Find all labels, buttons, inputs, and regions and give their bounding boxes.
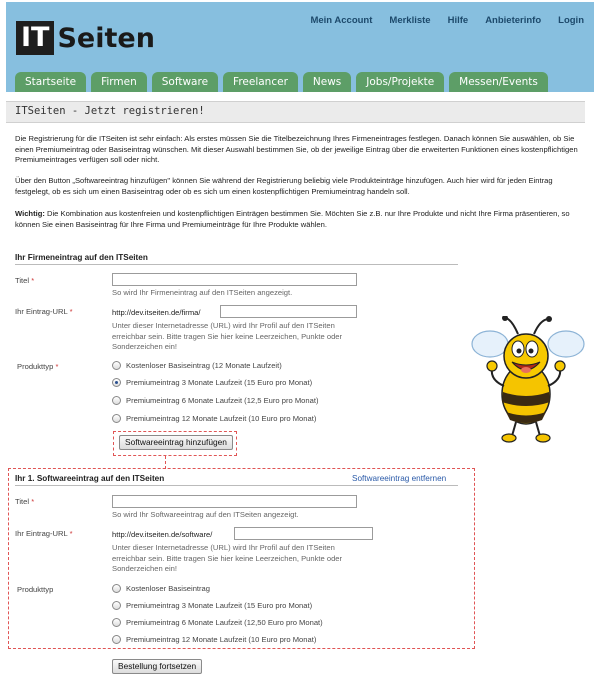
- software-title-hint: So wird Ihr Softwareeintrag auf den ITSeiten angezeigt.: [112, 510, 299, 519]
- software-option-premium-12[interactable]: Premiumeintrag 12 Monate Laufzeit (10 Euro pro Monat): [112, 635, 316, 644]
- bee-mascot-icon: [468, 316, 588, 446]
- top-nav-login[interactable]: Login: [558, 15, 584, 26]
- software-url-input[interactable]: [234, 527, 373, 540]
- software-option-basis[interactable]: Kostenloser Basiseintrag: [112, 584, 210, 593]
- software-option-premium-6[interactable]: Premiumeintrag 6 Monate Laufzeit (12,50 Euro pro Monat): [112, 618, 323, 627]
- software-url-prefix: http://dev.itseiten.de/software/: [112, 530, 213, 539]
- software-title-label: Titel *: [15, 497, 35, 506]
- top-nav-anbieterinfo[interactable]: Anbieterinfo: [485, 15, 542, 26]
- radio-icon[interactable]: [112, 361, 121, 370]
- tab-freelancer[interactable]: Freelancer: [223, 72, 298, 92]
- remove-software-link[interactable]: Softwareeintrag entfernen: [352, 474, 447, 483]
- important-label: Wichtig:: [15, 209, 45, 218]
- tab-software[interactable]: Software: [152, 72, 218, 92]
- radio-icon[interactable]: [112, 396, 121, 405]
- logo-it: IT: [16, 21, 54, 55]
- radio-icon[interactable]: [112, 618, 121, 627]
- company-title-hint: So wird Ihr Firmeneintrag auf den ITSeiten angezeigt.: [112, 288, 293, 297]
- top-nav-hilfe[interactable]: Hilfe: [447, 15, 469, 26]
- company-title-label: Titel *: [15, 276, 35, 285]
- radio-icon[interactable]: [112, 601, 121, 610]
- company-url-label: Ihr Eintrag-URL *: [15, 307, 73, 316]
- company-url-input[interactable]: [220, 305, 357, 318]
- software-url-hint: Unter dieser Internetadresse (URL) wird Ihr Profil auf den ITSeiten erreichbar sein. Bitte tragen Sie hier keine Leerzeichen, Punkte oder Sonderzeichen ein!: [112, 543, 343, 573]
- radio-icon[interactable]: [112, 635, 121, 644]
- software-title-input[interactable]: [112, 495, 357, 508]
- radio-checked-icon[interactable]: [112, 378, 121, 387]
- top-nav: [293, 15, 584, 26]
- intro-paragraph-2: Über den Button „Softwareeintrag hinzufügen" können Sie während der Registrierung beliebig viele Produkteinträge hinzufügen. Auch hier wird für jeden Eintrag festgelegt, ob es sich um einen Basiseintrag oder ob es sich um einen kostenpflichtigen Premiumeintrag handeln soll.: [15, 176, 553, 196]
- intro-paragraph-3-text: Die Kombination aus kostenfreien und kostenpflichtigen Einträgen bestimmen Sie. Möchten Sie z.B. nur Ihre Produkte und nicht Ihre Firma präsentieren, so können Sie einen Basiseintrag für Ihre Firma und Premiumeinträge für Ihre Produkte wählen.: [15, 209, 570, 229]
- logo[interactable]: [16, 21, 155, 55]
- tab-messen-events[interactable]: Messen/Events: [449, 72, 548, 92]
- company-section-title: Ihr Firmeneintrag auf den ITSeiten: [15, 253, 148, 262]
- logo-seiten: Seiten: [57, 22, 155, 54]
- tab-startseite[interactable]: Startseite: [15, 72, 86, 92]
- company-url-hint: Unter dieser Internetadresse (URL) wird Ihr Profil auf den ITSeiten erreichbar sein. Bitte tragen Sie hier keine Leerzeichen, Punkte oder Sonderzeichen ein!: [112, 321, 343, 351]
- intro-paragraph-1: Die Registrierung für die ITSeiten ist sehr einfach: Als erstes müssen Sie die Titelbezeichnung Ihres Firmeneintrages festlegen. Danach können Sie auswählen, ob Sie einen Premiumeintrag oder Basiseintrag wünschen. Mit dieser Auswahl bestimmen Sie, ob der jeweilige Eintrag über die erweiterten Funktionen eines kostenpflichtigen Premiumeintrages verfügen soll oder nicht.: [15, 134, 578, 164]
- main-tabs: [15, 72, 548, 92]
- top-nav-mein-account[interactable]: Mein Account: [310, 15, 373, 26]
- top-nav-merkliste[interactable]: Merkliste: [389, 15, 431, 26]
- site-header: [6, 2, 594, 92]
- continue-order-button[interactable]: Bestellung fortsetzen: [112, 659, 202, 674]
- page-title: ITSeiten - Jetzt registrieren!: [15, 105, 205, 117]
- radio-icon[interactable]: [112, 584, 121, 593]
- add-software-button[interactable]: Softwareeintrag hinzufügen: [119, 435, 233, 450]
- company-option-basis[interactable]: Kostenloser Basiseintrag (12 Monate Laufzeit): [112, 361, 282, 370]
- company-url-prefix: http://dev.itseiten.de/firma/: [112, 308, 201, 317]
- tab-news[interactable]: News: [303, 72, 351, 92]
- page-title-bar: [6, 101, 585, 123]
- company-type-label: Produkttyp *: [17, 362, 59, 371]
- company-option-premium-3[interactable]: Premiumeintrag 3 Monate Laufzeit (15 Euro pro Monat): [112, 378, 312, 387]
- tab-jobs-projekte[interactable]: Jobs/Projekte: [356, 72, 444, 92]
- company-section-divider: [15, 264, 458, 265]
- software-option-premium-3[interactable]: Premiumeintrag 3 Monate Laufzeit (15 Euro pro Monat): [112, 601, 312, 610]
- software-url-label: Ihr Eintrag-URL *: [15, 529, 73, 538]
- software-section-title: Ihr 1. Softwareeintrag auf den ITSeiten: [15, 474, 165, 483]
- intro-paragraph-3: [15, 209, 580, 230]
- radio-icon[interactable]: [112, 414, 121, 423]
- software-type-label: Produkttyp: [17, 585, 54, 594]
- tab-firmen[interactable]: Firmen: [91, 72, 147, 92]
- company-option-premium-12[interactable]: Premiumeintrag 12 Monate Laufzeit (10 Euro pro Monat): [112, 414, 316, 423]
- software-section-divider: [15, 485, 458, 486]
- company-title-input[interactable]: [112, 273, 357, 286]
- company-option-premium-6[interactable]: Premiumeintrag 6 Monate Laufzeit (12,5 Euro pro Monat): [112, 396, 318, 405]
